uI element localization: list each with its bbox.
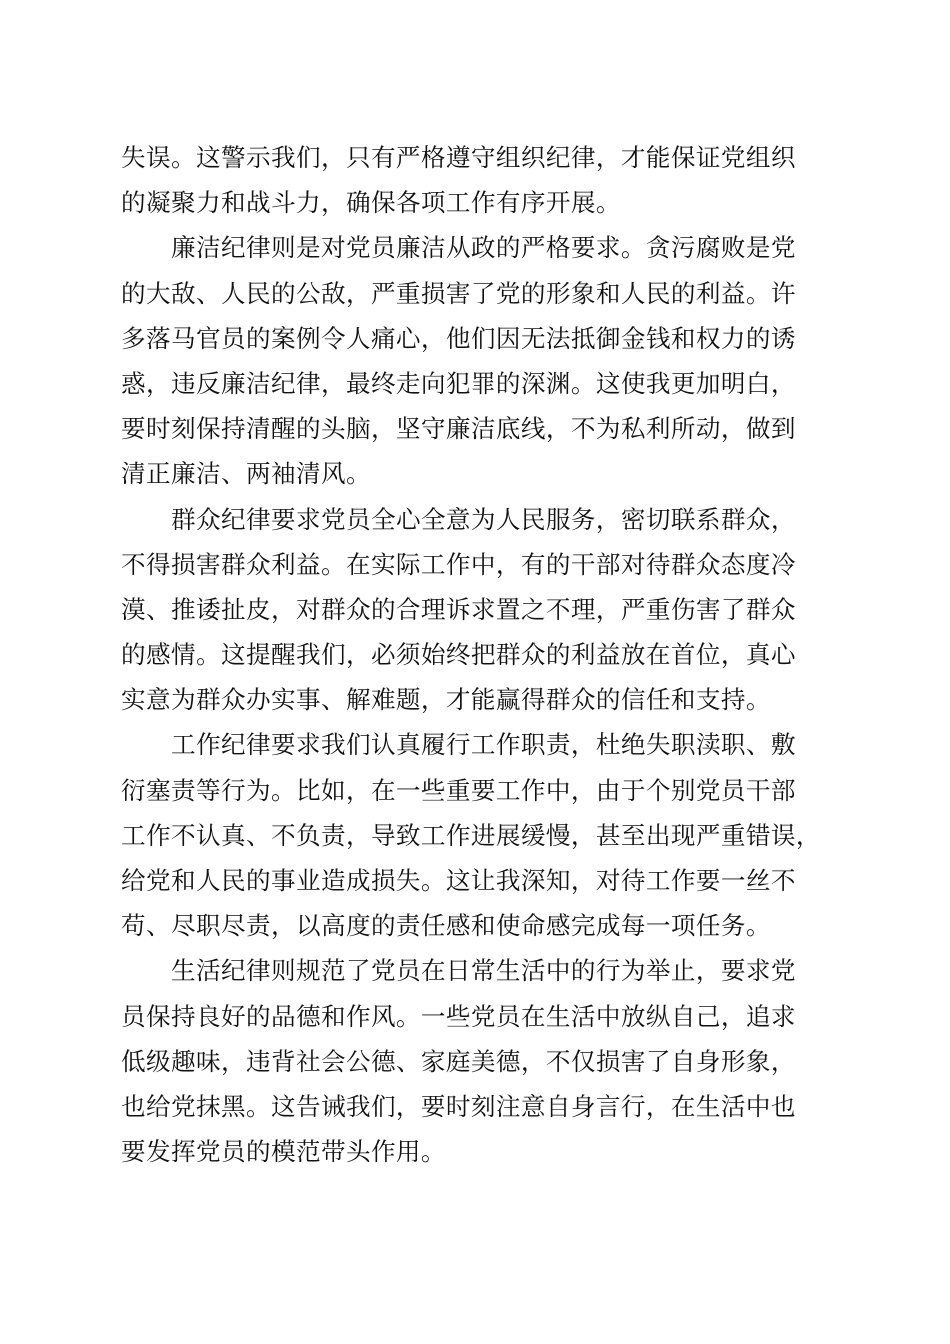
text-line: 要时刻保持清醒的头脑，坚守廉洁底线，不为私利所动，做到 xyxy=(121,414,796,444)
text-line: 也给党抹黑。这告诫我们，要时刻注意自身言行，在生活中也 xyxy=(121,1091,796,1121)
text-line: 苟、尽职尽责，以高度的责任感和使命感完成每一项任务。 xyxy=(121,911,771,941)
text-line: 衍塞责等行为。比如，在一些重要工作中，由于个别党员干部 xyxy=(121,775,796,805)
text-line: 不得损害群众利益。在实际工作中，有的干部对待群众态度冷 xyxy=(121,549,796,579)
paragraph-start-line: 生活纪律则规范了党员在日常生活中的行为举止，要求党 xyxy=(171,956,796,986)
text-line: 给党和人民的事业造成损失。这让我深知，对待工作要一丝不 xyxy=(121,866,796,895)
text-line: 的凝聚力和战斗力，确保各项工作有序开展。 xyxy=(121,188,621,218)
paragraph-start-line: 工作纪律要求我们认真履行工作职责，杜绝失职渎职、敷 xyxy=(171,730,796,760)
text-line: 清正廉洁、两袖清风。 xyxy=(121,459,371,489)
text-line: 实意为群众办实事、解难题，才能赢得群众的信任和支持。 xyxy=(121,685,771,715)
text-line: 惑，违反廉洁纪律，最终走向犯罪的深渊。这使我更加明白， xyxy=(121,368,796,398)
paragraph-start-line: 廉洁纪律则是对党员廉洁从政的严格要求。贪污腐败是党 xyxy=(171,233,796,263)
paragraph-start-line: 群众纪律要求党员全心全意为人民服务，密切联系群众， xyxy=(171,504,796,534)
text-line: 低级趣味，违背社会公德、家庭美德，不仅损害了自身形象， xyxy=(121,1046,796,1076)
document-body xyxy=(121,135,833,1174)
text-line: 的感情。这提醒我们，必须始终把群众的利益放在首位，真心 xyxy=(121,640,796,670)
text-line: 漠、推诿扯皮，对群众的合理诉求置之不理，严重伤害了群众 xyxy=(121,594,796,624)
text-line: 的大敌、人民的公敌，严重损害了党的形象和人民的利益。许 xyxy=(121,278,796,308)
text-line: 员保持良好的品德和作风。一些党员在生活中放纵自己，追求 xyxy=(121,1001,796,1031)
text-line: 要发挥党员的模范带头作用。 xyxy=(121,1137,446,1167)
text-line: 多落马官员的案例令人痛心，他们因无法抵御金钱和权力的诱 xyxy=(121,323,796,353)
text-line: 工作不认真、不负责，导致工作进展缓慢，甚至出现严重错误， xyxy=(121,820,821,850)
text-line: 失误。这警示我们，只有严格遵守组织纪律，才能保证党组织 xyxy=(121,143,796,172)
